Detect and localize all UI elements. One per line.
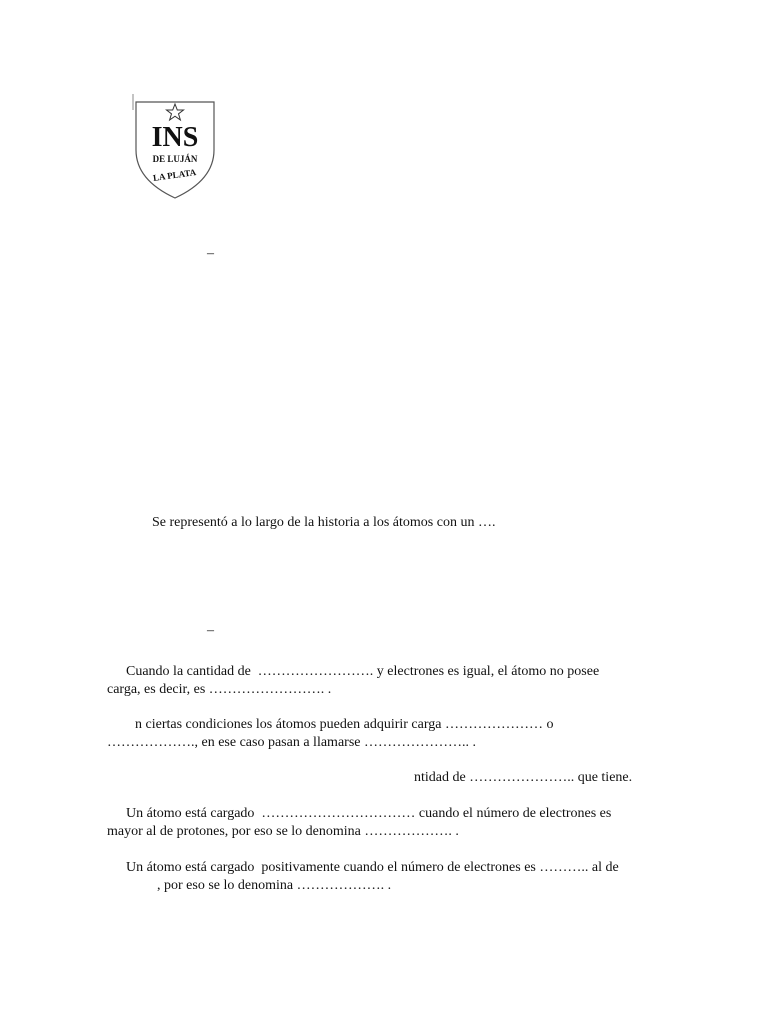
para3-line1: ntidad de ………………….. que tiene. (414, 770, 633, 785)
para5-line2: , por eso se lo denomina ………………. . (157, 878, 392, 893)
school-crest-logo (130, 90, 220, 202)
para1-line1: Cuando la cantidad de ……………………. y electrones es igual, el átomo no posee (126, 664, 600, 679)
logo-subtitle-text: DE LUJÁN (152, 154, 198, 164)
logo-main-text: INS (151, 122, 199, 153)
heading-dash-1: – (207, 246, 214, 261)
logo-city-text: LA PLATA (152, 167, 197, 184)
para2-line2: ………………., en ese caso pasan a llamarse ………………….. . (107, 735, 476, 750)
heading-dash-2: – (207, 623, 214, 638)
para2-line1: n ciertas condiciones los átomos pueden adquirir carga ………………… o (135, 717, 554, 732)
para4-line1: Un átomo está cargado …………………………… cuando el número de electrones es (126, 806, 612, 821)
para4-line2: mayor al de protones, por eso se lo denomina ………………. . (107, 824, 459, 839)
para1-line2: carga, es decir, es ……………………. . (107, 682, 332, 697)
para5-line1: Un átomo está cargado positivamente cuando el número de electrones es ……….. al de (126, 860, 619, 875)
intro-text: Se representó a lo largo de la historia a los átomos con un …. (152, 515, 496, 530)
